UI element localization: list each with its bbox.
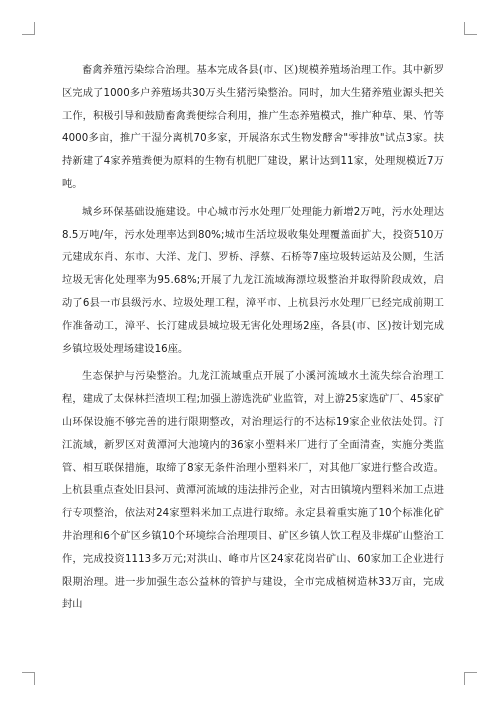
crop-mark-top-left [22, 22, 35, 35]
paragraph-livestock-pollution: 畜禽养殖污染综合治理。基本完成各县(市、区)规模养殖场治理工作。其中新罗区完成了1000多户养殖场共30万头生猪污染整治。同时，加大生猪养殖业源头把关工作，积极引导和鼓励畜禽粪便综合利用，推广生态养殖模式，推广种草、果、竹等4000多亩，推广干湿分离机70多家，开展洛东式生物发酵舍"零排放"试点3家。扶持新建了4家养殖粪便为原料的生物有机肥厂建设，累计达到11家，处理规模近7万吨。 [62, 65, 444, 190]
crop-mark-bottom-left [22, 672, 35, 685]
paragraph-urban-rural-infrastructure: 城乡环保基础设施建设。中心城市污水处理厂处理能力新增2万吨，污水处理达8.5万吨/年，污水处理率达到80%;城市生活垃圾收集处理覆盖面扩大，投资510万元建成东肖、东市、大洋、龙门、罗桥、浮蔡、石桥等7座垃圾转运站及公厕，生活垃圾无害化处理率为95.68%;开展了九龙江流域海漂垃圾整治并取得阶段成效，启动了6县一市县级污水、垃圾处理工程，漳平市、上杭县污水处理厂已经完成前期工作准备动工，漳平、长汀建成县城垃圾无害化处理场2座，各县(市、区)按计划完成乡镇垃圾处理场建设16座。 [62, 206, 444, 355]
document-body [62, 60, 444, 617]
paragraph-ecological-protection: 生态保护与污染整治。九龙江流域重点开展了小溪河流域水土流失综合治理工程，建成了太保林拦渣坝工程;加强上游选洗矿业监管，对上游25家选矿厂、45家矿山环保设施不够完善的进行限期整改，对治理运行的不达标19家企业依法处罚。汀江流域，新罗区对黄潭河大池境内的36家小塑料米厂进行了全面清查，实施分类监管、相互联保措施，取缔了8家无条件治理小塑料米厂，对其他厂家进行整合改造。上杭县重点查处旧县河、黄潭河流域的违法排污企业，对古田镇境内塑料米加工点进行专项整治，依法对24家塑料米加工点进行取缔。永定县着重实施了10个标准化矿井治理和6个矿区乡镇10个环境综合治理项目、矿区乡镇人饮工程及非煤矿山整治工作，完成投资1113多万元;对洪山、峰市片区24家花岗岩矿山、60家加工企业进行限期治理。进一步加强生态公益林的管护与建设，全市完成植树造林33万亩，完成封山 [62, 371, 444, 611]
crop-mark-top-right [464, 22, 477, 35]
crop-mark-bottom-right [464, 672, 477, 685]
